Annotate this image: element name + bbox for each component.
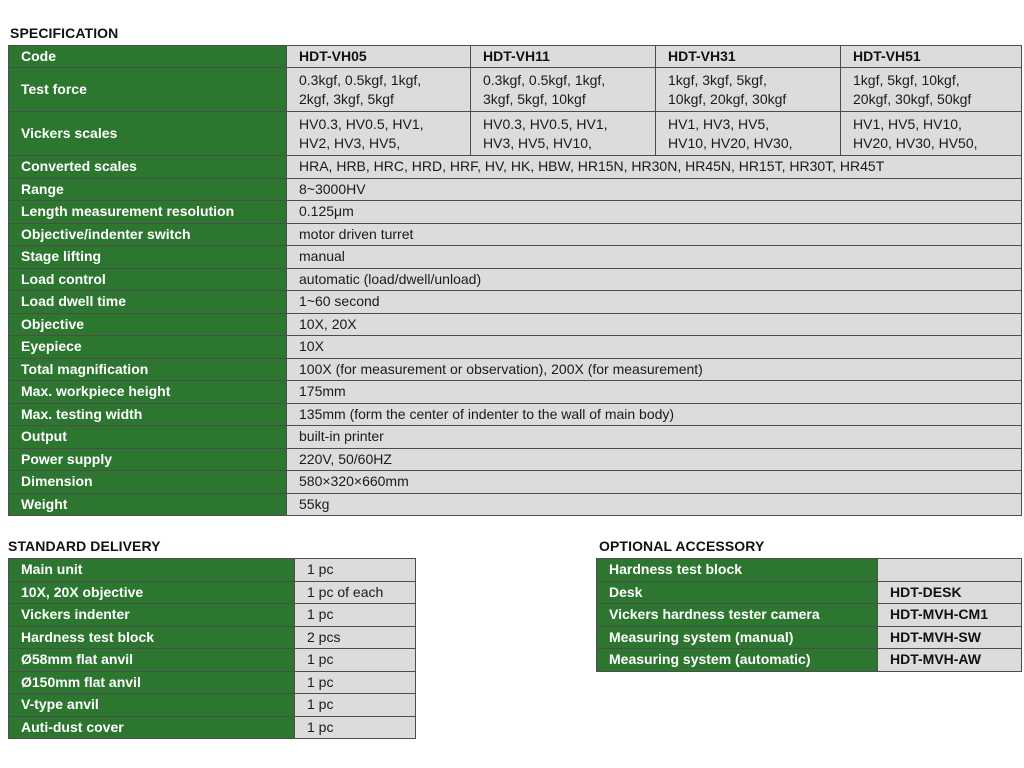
delivery-row (9, 694, 416, 717)
spec-row (9, 471, 1022, 494)
delivery-row (9, 559, 416, 582)
accessory-code: HDT-DESK (878, 581, 1022, 604)
spec-row (9, 448, 1022, 471)
accessory-item: Desk (597, 581, 878, 604)
accessory-item: Vickers hardness tester camera (597, 604, 878, 627)
optional-accessory-table (596, 558, 1022, 672)
delivery-qty: 1 pc (295, 604, 416, 627)
spec-row (9, 358, 1022, 381)
row-value: 10X, 20X (287, 313, 1022, 336)
spec-row (9, 426, 1022, 449)
row-label: Range (9, 178, 287, 201)
row-value: 135mm (form the center of indenter to the wall of main body) (287, 403, 1022, 426)
test-force-cell: 0.3kgf, 0.5kgf, 1kgf, 3kgf, 5kgf, 10kgf (471, 68, 656, 112)
delivery-row (9, 604, 416, 627)
delivery-item: Ø58mm flat anvil (9, 649, 295, 672)
row-label: Total magnification (9, 358, 287, 381)
row-value: automatic (load/dwell/unload) (287, 268, 1022, 291)
spec-row (9, 403, 1022, 426)
row-label: Test force (9, 68, 287, 112)
vickers-cell: HV1, HV5, HV10, HV20, HV30, HV50, (841, 112, 1022, 156)
delivery-row (9, 626, 416, 649)
accessory-item: Hardness test block (597, 559, 878, 582)
test-force-cell: 1kgf, 3kgf, 5kgf, 10kgf, 20kgf, 30kgf (656, 68, 841, 112)
model-code: HDT-VH31 (656, 46, 841, 68)
row-label: Objective (9, 313, 287, 336)
spec-row (9, 493, 1022, 516)
accessory-item: Measuring system (automatic) (597, 649, 878, 672)
spec-row-code (9, 46, 1022, 68)
delivery-item: Vickers indenter (9, 604, 295, 627)
row-label: Vickers scales (9, 112, 287, 156)
standard-delivery-title: STANDARD DELIVERY (8, 538, 161, 554)
spec-row-vickers-scales (9, 112, 1022, 156)
accessory-row (597, 581, 1022, 604)
vickers-cell: HV0.3, HV0.5, HV1, HV2, HV3, HV5, (287, 112, 471, 156)
row-value: 0.125μm (287, 201, 1022, 224)
row-label: Power supply (9, 448, 287, 471)
spec-row (9, 178, 1022, 201)
model-code: HDT-VH11 (471, 46, 656, 68)
row-label: Dimension (9, 471, 287, 494)
row-value: 100X (for measurement or observation), 200X (for measurement) (287, 358, 1022, 381)
delivery-qty: 1 pc of each (295, 581, 416, 604)
delivery-row (9, 671, 416, 694)
delivery-row (9, 649, 416, 672)
row-value: motor driven turret (287, 223, 1022, 246)
spec-row (9, 291, 1022, 314)
delivery-item: Auti-dust cover (9, 716, 295, 739)
accessory-code: HDT-MVH-CM1 (878, 604, 1022, 627)
model-code: HDT-VH05 (287, 46, 471, 68)
row-label: Max. testing width (9, 403, 287, 426)
delivery-qty: 1 pc (295, 649, 416, 672)
delivery-qty: 1 pc (295, 671, 416, 694)
row-value: built-in printer (287, 426, 1022, 449)
row-label: Weight (9, 493, 287, 516)
row-label: Max. workpiece height (9, 381, 287, 404)
row-value: 55kg (287, 493, 1022, 516)
accessory-item: Measuring system (manual) (597, 626, 878, 649)
specification-table (8, 45, 1022, 516)
accessory-code: HDT-MVH-AW (878, 649, 1022, 672)
row-value: manual (287, 246, 1022, 269)
row-value: HRA, HRB, HRC, HRD, HRF, HV, HK, HBW, HR15N, HR30N, HR45N, HR15T, HR30T, HR45T (287, 156, 1022, 179)
row-value: 175mm (287, 381, 1022, 404)
delivery-item: 10X, 20X objective (9, 581, 295, 604)
test-force-cell: 0.3kgf, 0.5kgf, 1kgf, 2kgf, 3kgf, 5kgf (287, 68, 471, 112)
vickers-cell: HV1, HV3, HV5, HV10, HV20, HV30, (656, 112, 841, 156)
row-label: Code (9, 46, 287, 68)
accessory-code: HDT-MVH-SW (878, 626, 1022, 649)
test-force-cell: 1kgf, 5kgf, 10kgf, 20kgf, 30kgf, 50kgf (841, 68, 1022, 112)
delivery-qty: 1 pc (295, 559, 416, 582)
delivery-qty: 1 pc (295, 716, 416, 739)
row-label: Stage lifting (9, 246, 287, 269)
accessory-row (597, 626, 1022, 649)
delivery-row (9, 716, 416, 739)
row-label: Converted scales (9, 156, 287, 179)
model-code: HDT-VH51 (841, 46, 1022, 68)
row-label: Length measurement resolution (9, 201, 287, 224)
spec-row (9, 313, 1022, 336)
row-value: 8~3000HV (287, 178, 1022, 201)
standard-delivery-table (8, 558, 416, 739)
vickers-cell: HV0.3, HV0.5, HV1, HV3, HV5, HV10, (471, 112, 656, 156)
spec-row (9, 381, 1022, 404)
accessory-row (597, 559, 1022, 582)
spec-row (9, 223, 1022, 246)
spec-row (9, 156, 1022, 179)
row-value: 1~60 second (287, 291, 1022, 314)
delivery-qty: 1 pc (295, 694, 416, 717)
row-value: 10X (287, 336, 1022, 359)
spec-row (9, 246, 1022, 269)
accessory-code (878, 559, 1022, 582)
specification-title: SPECIFICATION (10, 25, 119, 41)
optional-accessory-title: OPTIONAL ACCESSORY (599, 538, 765, 554)
spec-row (9, 268, 1022, 291)
row-value: 220V, 50/60HZ (287, 448, 1022, 471)
row-label: Load control (9, 268, 287, 291)
spec-row (9, 201, 1022, 224)
spec-row-test-force (9, 68, 1022, 112)
delivery-row (9, 581, 416, 604)
delivery-item: Ø150mm flat anvil (9, 671, 295, 694)
delivery-item: Hardness test block (9, 626, 295, 649)
spec-row (9, 336, 1022, 359)
delivery-item: V-type anvil (9, 694, 295, 717)
row-label: Eyepiece (9, 336, 287, 359)
delivery-item: Main unit (9, 559, 295, 582)
row-label: Output (9, 426, 287, 449)
row-label: Objective/indenter switch (9, 223, 287, 246)
accessory-row (597, 649, 1022, 672)
row-label: Load dwell time (9, 291, 287, 314)
delivery-qty: 2 pcs (295, 626, 416, 649)
accessory-row (597, 604, 1022, 627)
row-value: 580×320×660mm (287, 471, 1022, 494)
